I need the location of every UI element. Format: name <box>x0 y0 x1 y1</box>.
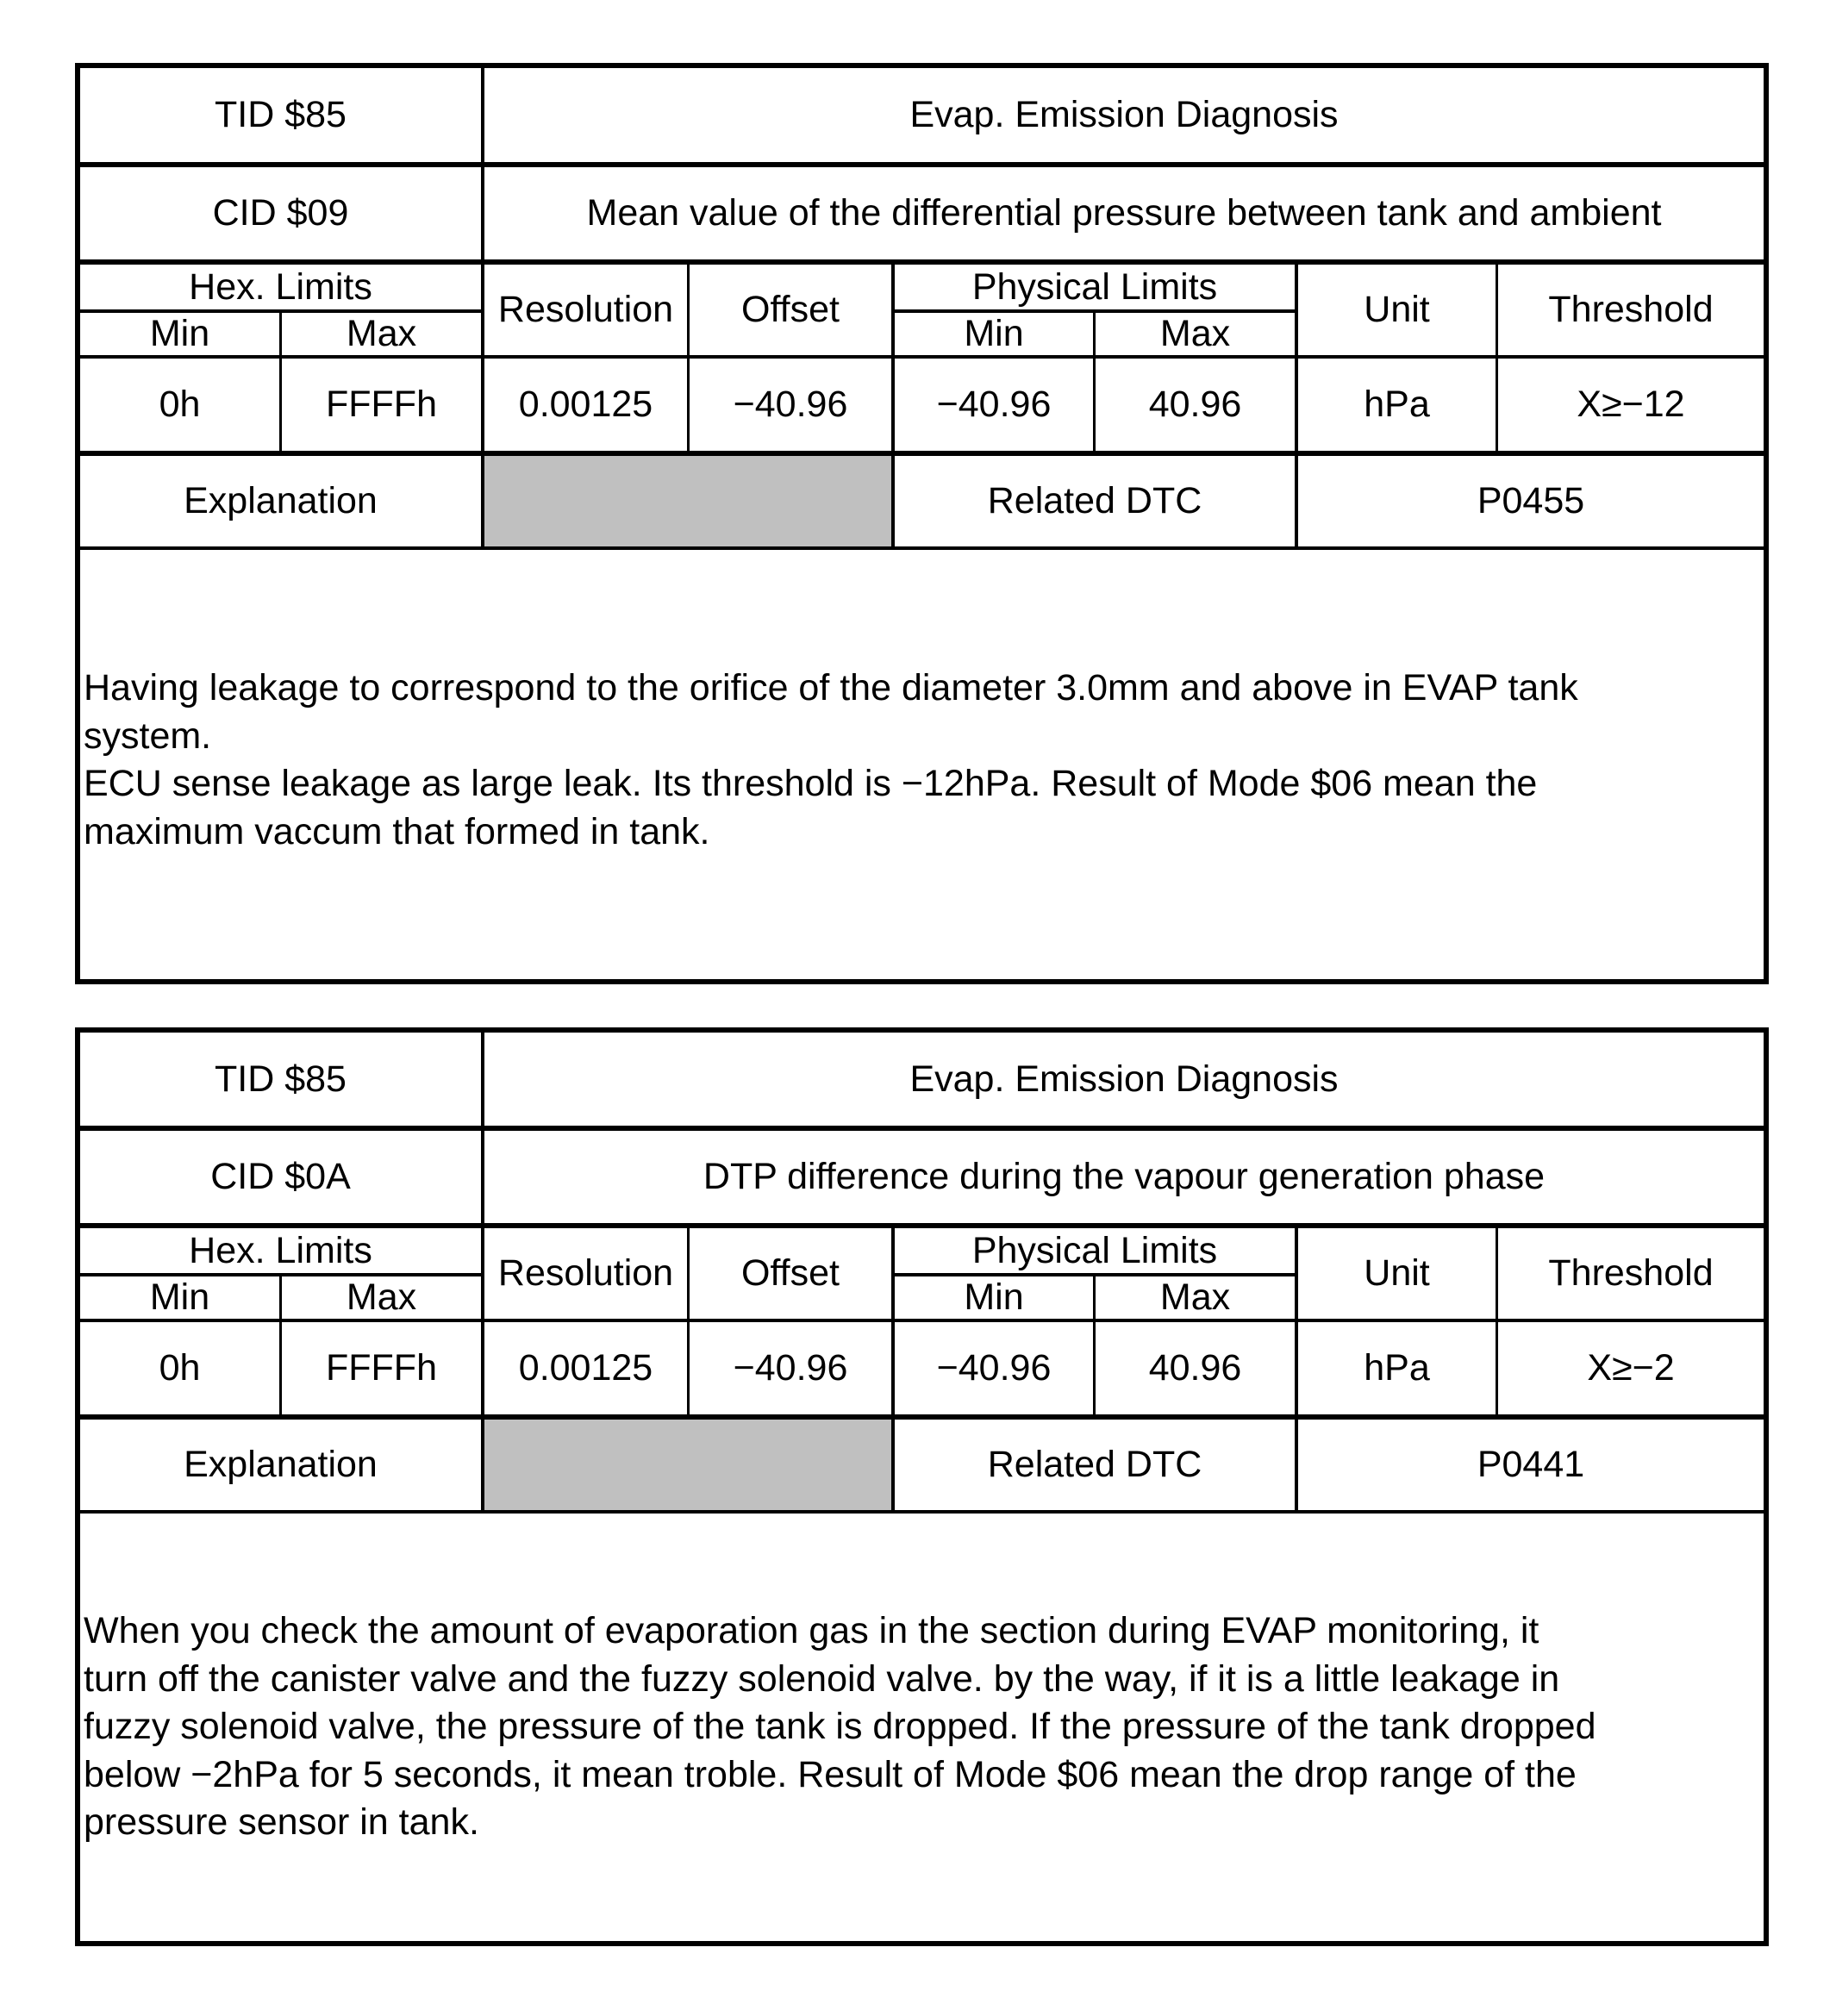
phys-min-value: −40.96 <box>936 384 1052 425</box>
resolution-value: 0.00125 <box>518 1347 653 1389</box>
explanation-label: Explanation <box>184 480 378 521</box>
offset-value: −40.96 <box>733 384 848 425</box>
tid-label: TID $85 <box>215 94 347 135</box>
offset-value: −40.96 <box>733 1347 848 1389</box>
related-dtc-label: Related DTC <box>987 1444 1202 1485</box>
hex-min-value: 0h <box>159 384 201 425</box>
empty-gray-cell <box>484 1420 891 1510</box>
phys-max-header: Max <box>1159 1276 1231 1318</box>
hex-min-header: Min <box>149 1276 210 1318</box>
resolution-header: Resolution <box>497 1252 674 1294</box>
threshold-header: Threshold <box>1548 289 1714 330</box>
test-name: Evap. Emission Diagnosis <box>909 94 1339 135</box>
resolution-header: Resolution <box>497 289 674 330</box>
phys-min-value: −40.96 <box>936 1347 1052 1389</box>
phys-min-header: Min <box>964 313 1024 354</box>
phys-max-value: 40.96 <box>1148 1347 1242 1389</box>
offset-header: Offset <box>741 289 840 330</box>
unit-header: Unit <box>1364 1252 1430 1294</box>
physical-limits-header: Physical Limits <box>971 1229 1218 1271</box>
resolution-value: 0.00125 <box>518 384 653 425</box>
threshold-header: Threshold <box>1548 1252 1714 1294</box>
explanation-text: When you check the amount of evaporation gas in the section during EVAP monitoring, it turn off the canister valve and the fuzzy solenoid valve. by the way, if it is a little leakage in fuzzy solenoid valve, the pressure of the tank is dropped. If the pressure of the tank dropped below −2hPa for 5 seconds, it mean troble. Result of Mode $06 mean the drop range of the pressure sensor in tank. <box>84 1610 1596 1843</box>
hex-max-value: FFFFh <box>326 1347 437 1389</box>
cid-label: CID $0A <box>210 1156 351 1197</box>
explanation-text: Having leakage to correspond to the orifice of the diameter 3.0mm and above in EVAP tank system. ECU sense leakage as large leak. Its threshold is −12hPa. Result of Mode $06 mean the maximum vaccum that formed in tank. <box>84 667 1578 852</box>
cid-description: DTP difference during the vapour generation phase <box>703 1156 1546 1197</box>
related-dtc-value: P0441 <box>1477 1444 1585 1485</box>
threshold-value: X≥−12 <box>1577 384 1685 425</box>
row-divider <box>80 546 1764 550</box>
explanation-label: Explanation <box>184 1444 378 1485</box>
offset-header: Offset <box>741 1252 840 1294</box>
physical-limits-header: Physical Limits <box>971 265 1218 308</box>
hex-min-header: Min <box>149 313 210 354</box>
diagnostic-table <box>75 63 1769 984</box>
related-dtc-value: P0455 <box>1477 480 1585 521</box>
hex-max-header: Max <box>346 313 417 354</box>
row-divider <box>80 1510 1764 1514</box>
tid-label: TID $85 <box>215 1058 347 1100</box>
cid-label: CID $09 <box>212 192 349 234</box>
threshold-value: X≥−2 <box>1587 1347 1675 1389</box>
hex-min-value: 0h <box>159 1347 201 1389</box>
unit-header: Unit <box>1364 289 1430 330</box>
phys-max-value: 40.96 <box>1148 384 1242 425</box>
diagnostic-table <box>75 1027 1769 1946</box>
phys-min-header: Min <box>964 1276 1024 1318</box>
hex-max-header: Max <box>346 1276 417 1318</box>
related-dtc-label: Related DTC <box>987 480 1202 521</box>
hex-max-value: FFFFh <box>326 384 437 425</box>
phys-max-header: Max <box>1159 313 1231 354</box>
test-name: Evap. Emission Diagnosis <box>909 1058 1339 1100</box>
hex-limits-header: Hex. Limits <box>189 265 372 308</box>
unit-value: hPa <box>1364 384 1430 425</box>
empty-gray-cell <box>484 456 891 546</box>
hex-limits-header: Hex. Limits <box>189 1229 372 1271</box>
cid-description: Mean value of the differential pressure between tank and ambient <box>586 192 1662 234</box>
unit-value: hPa <box>1364 1347 1430 1389</box>
